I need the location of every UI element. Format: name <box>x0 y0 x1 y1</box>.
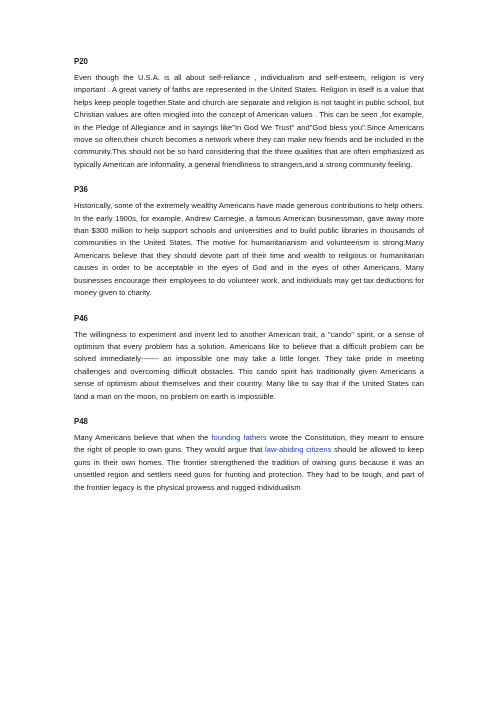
section-paragraph-p36: Historically, some of the extremely wealthy Americans have made generous contributions to help others. In the early 1900s, for example, Andrew Carnegie, a famous American businessman, gave away more than $300 million to help support schools and universities and to build public libraries in thousands of communities in the United States. The motive for humanitarianism and volunteerism is strong:Many Americans believe that they should devote part of their time and wealth to religious or humanitarian causes in order to be acceptable in the eyes of God and in the eyes of other Americans. Many businesses encourage their employees to do volunteer work, and individuals may get tax deductions for money given to charity. <box>74 201 424 298</box>
founding-fathers-link[interactable]: founding fathers <box>211 432 267 442</box>
section-heading-p20: P20 <box>74 57 88 66</box>
section-paragraph-p46: The willingness to experiment and invent led to another American trait, a "cando" spirit, or a sense of optimism that every problem has a solution. Americans like to believe that a difficult problem can be solved immediately------- an impossible one may take a little longer. They take pride in meeting challenges and overcoming difficult obstacles. This cando spirit has traditionally given Americans a sense of optimism about themselves and their country. Many like to say that if the United States can land a man on the moon, no problem on earth is impossible. <box>74 329 424 401</box>
section-heading-p48: P48 <box>74 416 88 426</box>
paragraph-text: Many Americans believe that when the <box>74 432 212 442</box>
document-page <box>74 56 424 507</box>
section-heading-p36: P36 <box>74 185 88 195</box>
law-abiding-citizens-link[interactable]: law-abiding citizens <box>265 445 332 455</box>
section-heading-p46: P46 <box>74 313 88 323</box>
section-paragraph-p48 <box>74 432 424 494</box>
paragraph-text: should be allowed to keep guns in their own homes. The frontier strengthened the tradition of owning guns because it was an unsettled region and settlers need guns for hunting and protection. They had to be tough, and part of the frontier legacy is the physical prowess and rugged individualism <box>74 445 424 492</box>
section-paragraph-p20: Even though the U.S.A. is all about self-reliance , individualism and self-esteem, religion is very important . A great variety of faiths are represented in the United States. Religion in itself is a value that helps keep people together.State and church are separate and religion is not taught in public school, but Christian values are often mingled into the concept of American values . This can be seen ,for example, in the Pledge of Allegiance and in sayings like"In God We Trust" and"God bless you".Since Americans move so often,their church becomes a network where they can make new friends and be included in the community.This should not be so hard considering that the three qualities that are often emphasized as typically American are informality, a general friendliness to strangers,and a strong community feeling. <box>74 73 424 169</box>
paragraph-text: wrote the Constitution, they meant to ensure the right of people to own guns. They would argue that <box>74 432 424 455</box>
